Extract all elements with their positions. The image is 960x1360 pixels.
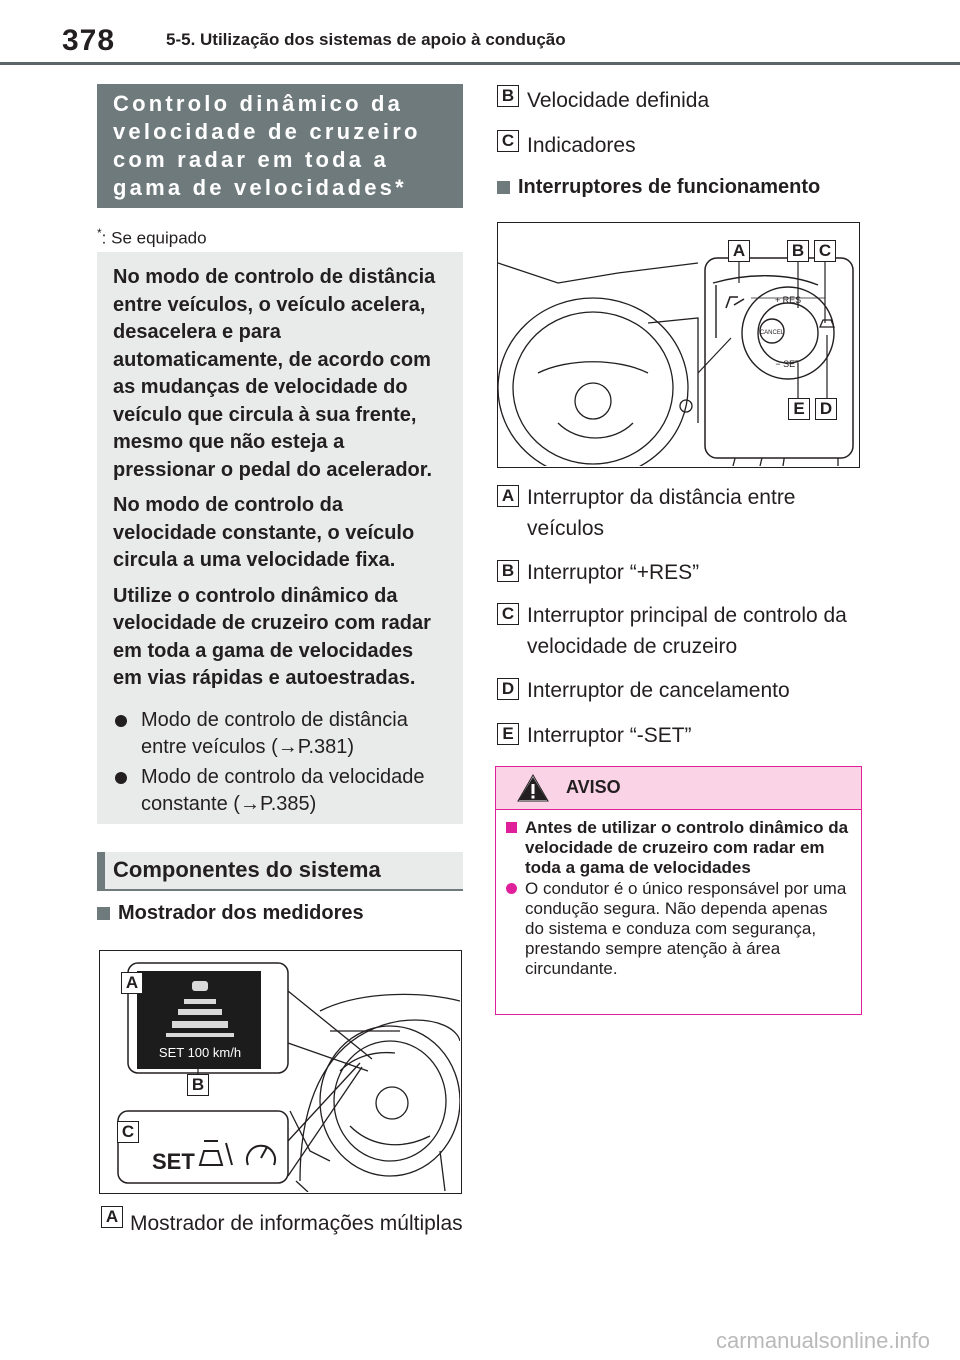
item-text: Interruptor principal de controlo da velocidade de cruzeiro	[527, 604, 847, 658]
switch-figure	[497, 222, 860, 468]
set-speed-display: SET 100 km/h	[158, 1045, 242, 1060]
figure-label-b: B	[187, 1074, 209, 1096]
item-letter: C	[497, 130, 519, 152]
components-heading: Componentes do sistema	[97, 852, 463, 890]
figure-label-a: A	[728, 240, 750, 262]
square-bullet-icon	[506, 822, 517, 833]
meter-heading-text: Mostrador dos medidores	[118, 902, 364, 924]
item-text: Mostrador de informações múltiplas	[130, 1212, 463, 1235]
item-text: Interruptor de cancelamento	[527, 679, 790, 702]
section-title: 5-5. Utilização dos sistemas de apoio à condução	[166, 30, 566, 49]
footnote-mark: *	[97, 226, 102, 240]
bullet-icon	[115, 715, 127, 727]
warning-heading-row	[506, 818, 851, 878]
intro-paragraph-3: Utilize o controlo dinâmico da velocidade de cruzeiro com radar em toda a gama de velocidades em vias rápidas e autoestradas.	[113, 584, 431, 689]
mode-list	[113, 707, 447, 819]
meter-figure	[99, 950, 462, 1194]
footnote-text: : Se equipado	[101, 228, 207, 248]
mode-link-distance[interactable]: Modo de controlo de distância entre veículos (→P.381)	[141, 708, 408, 758]
set-switch-label: − SET	[775, 359, 801, 369]
item-letter: D	[497, 678, 519, 700]
square-bullet-icon	[497, 181, 510, 194]
bullet-icon	[506, 883, 517, 894]
item-letter: B	[497, 85, 519, 107]
title-box	[97, 84, 463, 208]
intro-paragraph-2: No modo de controlo da velocidade constante, o veículo circula a uma velocidade fixa.	[113, 494, 415, 571]
set-indicator: SET	[152, 1149, 195, 1174]
mode-link-constant[interactable]: Modo de controlo da velocidade constante (→P.385)	[141, 765, 425, 815]
switch-heading	[497, 176, 820, 199]
item-text: Interruptor “-SET”	[527, 724, 692, 747]
warning-header	[496, 767, 861, 810]
warning-heading: Antes de utilizar o controlo dinâmico da velocidade de cruzeiro com radar em toda a gama de velocidades	[525, 818, 849, 877]
switch-heading-text: Interruptores de funcionamento	[518, 176, 821, 198]
item-letter: C	[497, 603, 519, 625]
warning-box	[495, 766, 862, 1015]
page-number: 378	[62, 24, 116, 57]
bullet-icon	[115, 772, 127, 784]
meter-heading	[97, 902, 364, 925]
item-letter: A	[101, 1206, 123, 1228]
item-text: Indicadores	[527, 134, 636, 157]
figure-label-e: E	[788, 398, 810, 420]
item-letter: E	[497, 723, 519, 745]
square-bullet-icon	[97, 907, 110, 920]
watermark: carmanualsonline.info	[715, 1328, 930, 1353]
list-item	[113, 707, 447, 762]
figure-label-c: C	[814, 240, 836, 262]
dashboard-illustration	[100, 951, 460, 1192]
item-text: Interruptor da distância entre veículos	[527, 486, 796, 540]
warning-text: O condutor é o único responsável por uma condução segura. Não dependa apenas do sistema e conduza com segurança, prestando sempre atenção à área circundante.	[525, 879, 847, 978]
figure-label-d: D	[815, 398, 837, 420]
warning-triangle-icon	[516, 773, 550, 803]
intro-box	[97, 252, 463, 824]
item-letter: A	[497, 485, 519, 507]
figure-label-b: B	[787, 240, 809, 262]
figure-label-c: C	[117, 1121, 139, 1143]
cancel-switch-label: CANCEL	[759, 330, 785, 336]
intro-paragraph-1: No modo de controlo de distância entre veículos, o veículo acelera, desacelera e para automaticamente, de acordo com as mudanças de velocidade do veículo que circula à sua frente, mesmo que não esteja a pressionar o pedal do acelerador.	[113, 266, 436, 481]
warning-bullet-row	[506, 879, 851, 979]
components-heading-rule	[97, 889, 463, 891]
footnote	[97, 226, 207, 249]
figure-label-a: A	[121, 972, 143, 994]
item-text: Velocidade definida	[527, 89, 710, 112]
item-letter: B	[497, 560, 519, 582]
list-item	[113, 764, 447, 819]
header-rule	[0, 62, 960, 65]
item-text: Interruptor “+RES”	[527, 561, 700, 584]
warning-body	[496, 810, 861, 979]
warning-title: AVISO	[566, 777, 621, 797]
res-switch-label: + RES	[774, 295, 802, 305]
title-text: Controlo dinâmico da velocidade de cruzeiro com radar em toda a gama de velocidades*	[113, 91, 421, 200]
